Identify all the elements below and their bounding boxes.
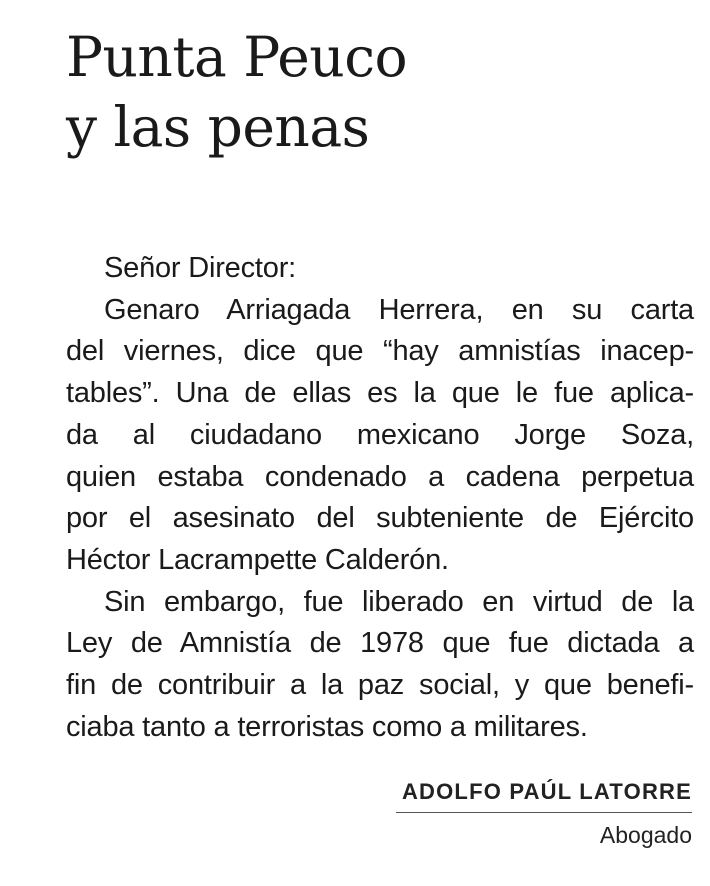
headline xyxy=(66,22,407,162)
paragraph-line: quien estaba condenado a cadena perpetua xyxy=(66,460,694,493)
paragraph-line: fin de contribuir a la paz social, y que benefi- xyxy=(66,669,694,702)
paragraph-line: Sin embargo, fue liberado en virtud de la xyxy=(104,585,694,618)
paragraph-line: da al ciudadano mexicano Jorge Soza, xyxy=(66,418,694,451)
author-name: ADOLFO PAÚL LATORRE xyxy=(396,776,692,813)
headline-line: y las penas xyxy=(66,95,370,159)
letter-body xyxy=(66,248,694,748)
paragraph-line: Héctor Lacrampette Calderón. xyxy=(66,543,449,576)
paragraph-line: Genaro Arriagada Herrera, en su carta xyxy=(104,293,694,326)
paragraph-line: tables”. Una de ellas es la que le fue aplica- xyxy=(66,377,694,410)
headline-line: Punta Peuco xyxy=(66,25,408,89)
author-role: Abogado xyxy=(599,822,692,848)
salutation: Señor Director: xyxy=(104,252,297,284)
paragraph-line: ciaba tanto a terroristas como a militares. xyxy=(66,710,588,743)
paragraph-line: Ley de Amnistía de 1978 que fue dictada a xyxy=(66,627,694,660)
paragraph-line: del viernes, dice que “hay amnistías inacep- xyxy=(66,335,694,368)
paragraph-line: por el asesinato del subteniente de Ejército xyxy=(66,502,694,535)
